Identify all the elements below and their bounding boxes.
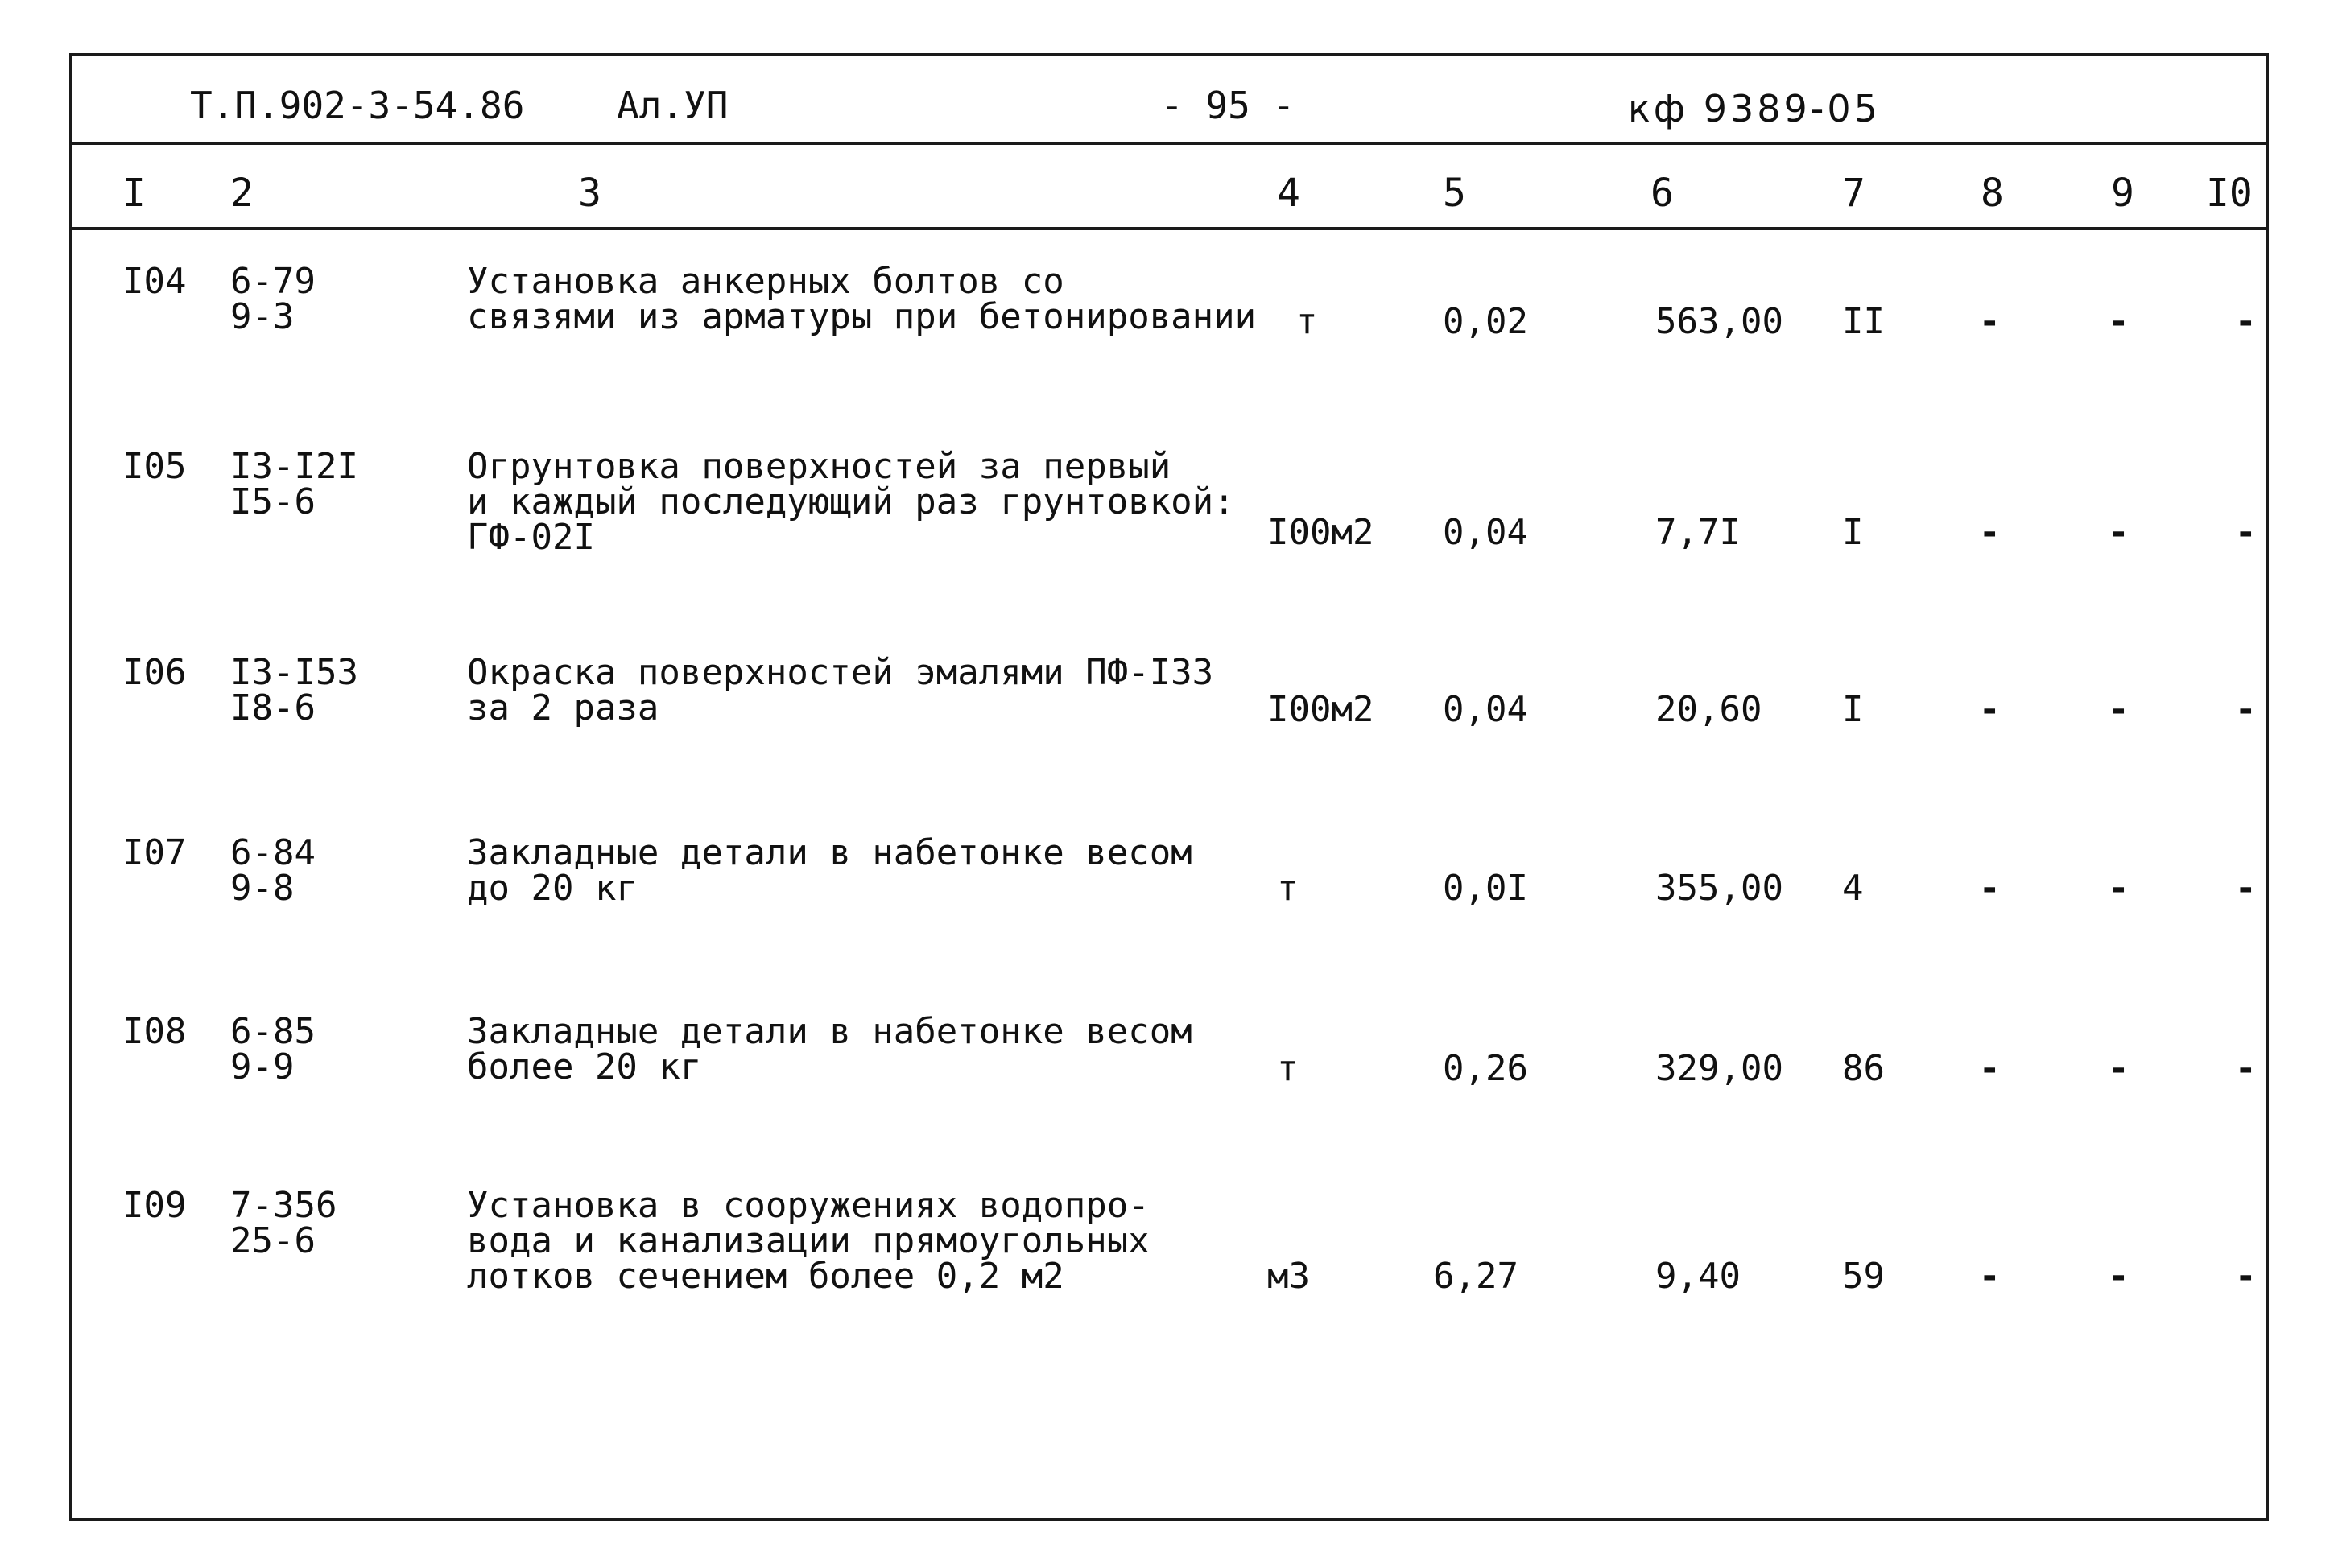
- album-label: Ал.УП: [617, 84, 729, 127]
- stamp-number: кф 9389-05: [1628, 87, 1881, 130]
- work-description-line: и каждый последующий раз грунтовкой:: [467, 481, 1235, 522]
- col8-cell: -: [1979, 512, 2001, 553]
- work-description-line: ГФ-02I: [467, 517, 595, 558]
- quantity-cell: 6,27: [1433, 1256, 1518, 1297]
- col10-cell: -: [2235, 301, 2257, 342]
- row-number: I08: [122, 1011, 187, 1052]
- row-number: I07: [122, 832, 187, 873]
- work-description-line: Установка анкерных болтов со: [467, 261, 1064, 302]
- quantity-cell: 0,04: [1443, 512, 1528, 553]
- norm-code-line: 6-85: [230, 1011, 316, 1052]
- column-number: 5: [1443, 171, 1466, 216]
- work-description-line: вода и канализации прямоугольных: [467, 1220, 1150, 1261]
- row-number: I05: [122, 446, 187, 487]
- work-description-line: Закладные детали в набетонке весом: [467, 1011, 1192, 1052]
- norm-code-line: I3-I53: [230, 652, 358, 693]
- norm-code-line: 6-84: [230, 832, 316, 873]
- col9-cell: -: [2108, 868, 2130, 909]
- norm-code-line: 25-6: [230, 1220, 316, 1261]
- norm-code-line: I8-6: [230, 687, 316, 728]
- unit-cell: I00м2: [1267, 512, 1374, 553]
- col8-cell: -: [1979, 868, 2001, 909]
- page-number: - 95 -: [1161, 84, 1295, 127]
- col7-cell: I: [1842, 512, 1864, 553]
- unit-price-cell: 563,00: [1655, 301, 1783, 342]
- unit-price-cell: 20,60: [1655, 689, 1762, 730]
- column-number: 3: [578, 171, 601, 216]
- col9-cell: -: [2108, 689, 2130, 730]
- column-header-divider: [72, 227, 2266, 230]
- work-description-line: за 2 раза: [467, 687, 659, 728]
- norm-code-line: 9-8: [230, 868, 295, 909]
- unit-price-cell: 9,40: [1655, 1256, 1741, 1297]
- col9-cell: -: [2108, 1256, 2130, 1297]
- col8-cell: -: [1979, 689, 2001, 730]
- unit-cell: т: [1277, 868, 1299, 909]
- col8-cell: -: [1979, 1256, 2001, 1297]
- norm-code-line: I3-I2I: [230, 446, 358, 487]
- doc-code: Т.П.902-3-54.86: [190, 84, 525, 127]
- unit-price-cell: 329,00: [1655, 1048, 1783, 1089]
- col10-cell: -: [2235, 512, 2257, 553]
- col7-cell: 59: [1842, 1256, 1885, 1297]
- column-number: 2: [230, 171, 254, 216]
- row-number: I06: [122, 652, 187, 693]
- col7-cell: 86: [1842, 1048, 1885, 1089]
- unit-cell: I00м2: [1267, 689, 1374, 730]
- unit-price-cell: 355,00: [1655, 868, 1783, 909]
- col9-cell: -: [2108, 1048, 2130, 1089]
- col10-cell: -: [2235, 868, 2257, 909]
- col10-cell: -: [2235, 1256, 2257, 1297]
- work-description-line: более 20 кг: [467, 1046, 702, 1087]
- col8-cell: -: [1979, 1048, 2001, 1089]
- col7-cell: 4: [1842, 868, 1864, 909]
- norm-code-line: 7-356: [230, 1185, 337, 1226]
- norm-code-line: 6-79: [230, 261, 316, 302]
- unit-cell: м3: [1267, 1256, 1310, 1297]
- work-description-line: Закладные детали в набетонке весом: [467, 832, 1192, 873]
- work-description-line: связями из арматуры при бетонировании: [467, 296, 1257, 337]
- quantity-cell: 0,26: [1443, 1048, 1528, 1089]
- column-number: 4: [1277, 171, 1300, 216]
- col7-cell: I: [1842, 689, 1864, 730]
- column-number: I: [122, 171, 146, 216]
- norm-code-line: 9-9: [230, 1046, 295, 1087]
- unit-cell: т: [1296, 301, 1318, 342]
- document-sheet: [69, 53, 2269, 1521]
- column-number: 8: [1981, 171, 2004, 216]
- column-number: I0: [2206, 171, 2253, 216]
- column-number: 9: [2111, 171, 2134, 216]
- row-number: I09: [122, 1185, 187, 1226]
- col9-cell: -: [2108, 301, 2130, 342]
- col10-cell: -: [2235, 689, 2257, 730]
- column-number: 6: [1650, 171, 1674, 216]
- quantity-cell: 0,02: [1443, 301, 1528, 342]
- norm-code-line: 9-3: [230, 296, 295, 337]
- norm-code-line: I5-6: [230, 481, 316, 522]
- row-number: I04: [122, 261, 187, 302]
- col9-cell: -: [2108, 512, 2130, 553]
- quantity-cell: 0,0I: [1443, 868, 1528, 909]
- unit-price-cell: 7,7I: [1655, 512, 1741, 553]
- header-divider: [72, 142, 2266, 145]
- unit-cell: т: [1277, 1048, 1299, 1089]
- work-description-line: Огрунтовка поверхностей за первый: [467, 446, 1171, 487]
- col7-cell: II: [1842, 301, 1885, 342]
- column-number: 7: [1842, 171, 1865, 216]
- work-description-line: лотков сечением более 0,2 м2: [467, 1256, 1064, 1297]
- work-description-line: Установка в сооружениях водопро-: [467, 1185, 1150, 1226]
- col8-cell: -: [1979, 301, 2001, 342]
- work-description-line: до 20 кг: [467, 868, 638, 909]
- quantity-cell: 0,04: [1443, 689, 1528, 730]
- work-description-line: Окраска поверхностей эмалями ПФ-I33: [467, 652, 1214, 693]
- col10-cell: -: [2235, 1048, 2257, 1089]
